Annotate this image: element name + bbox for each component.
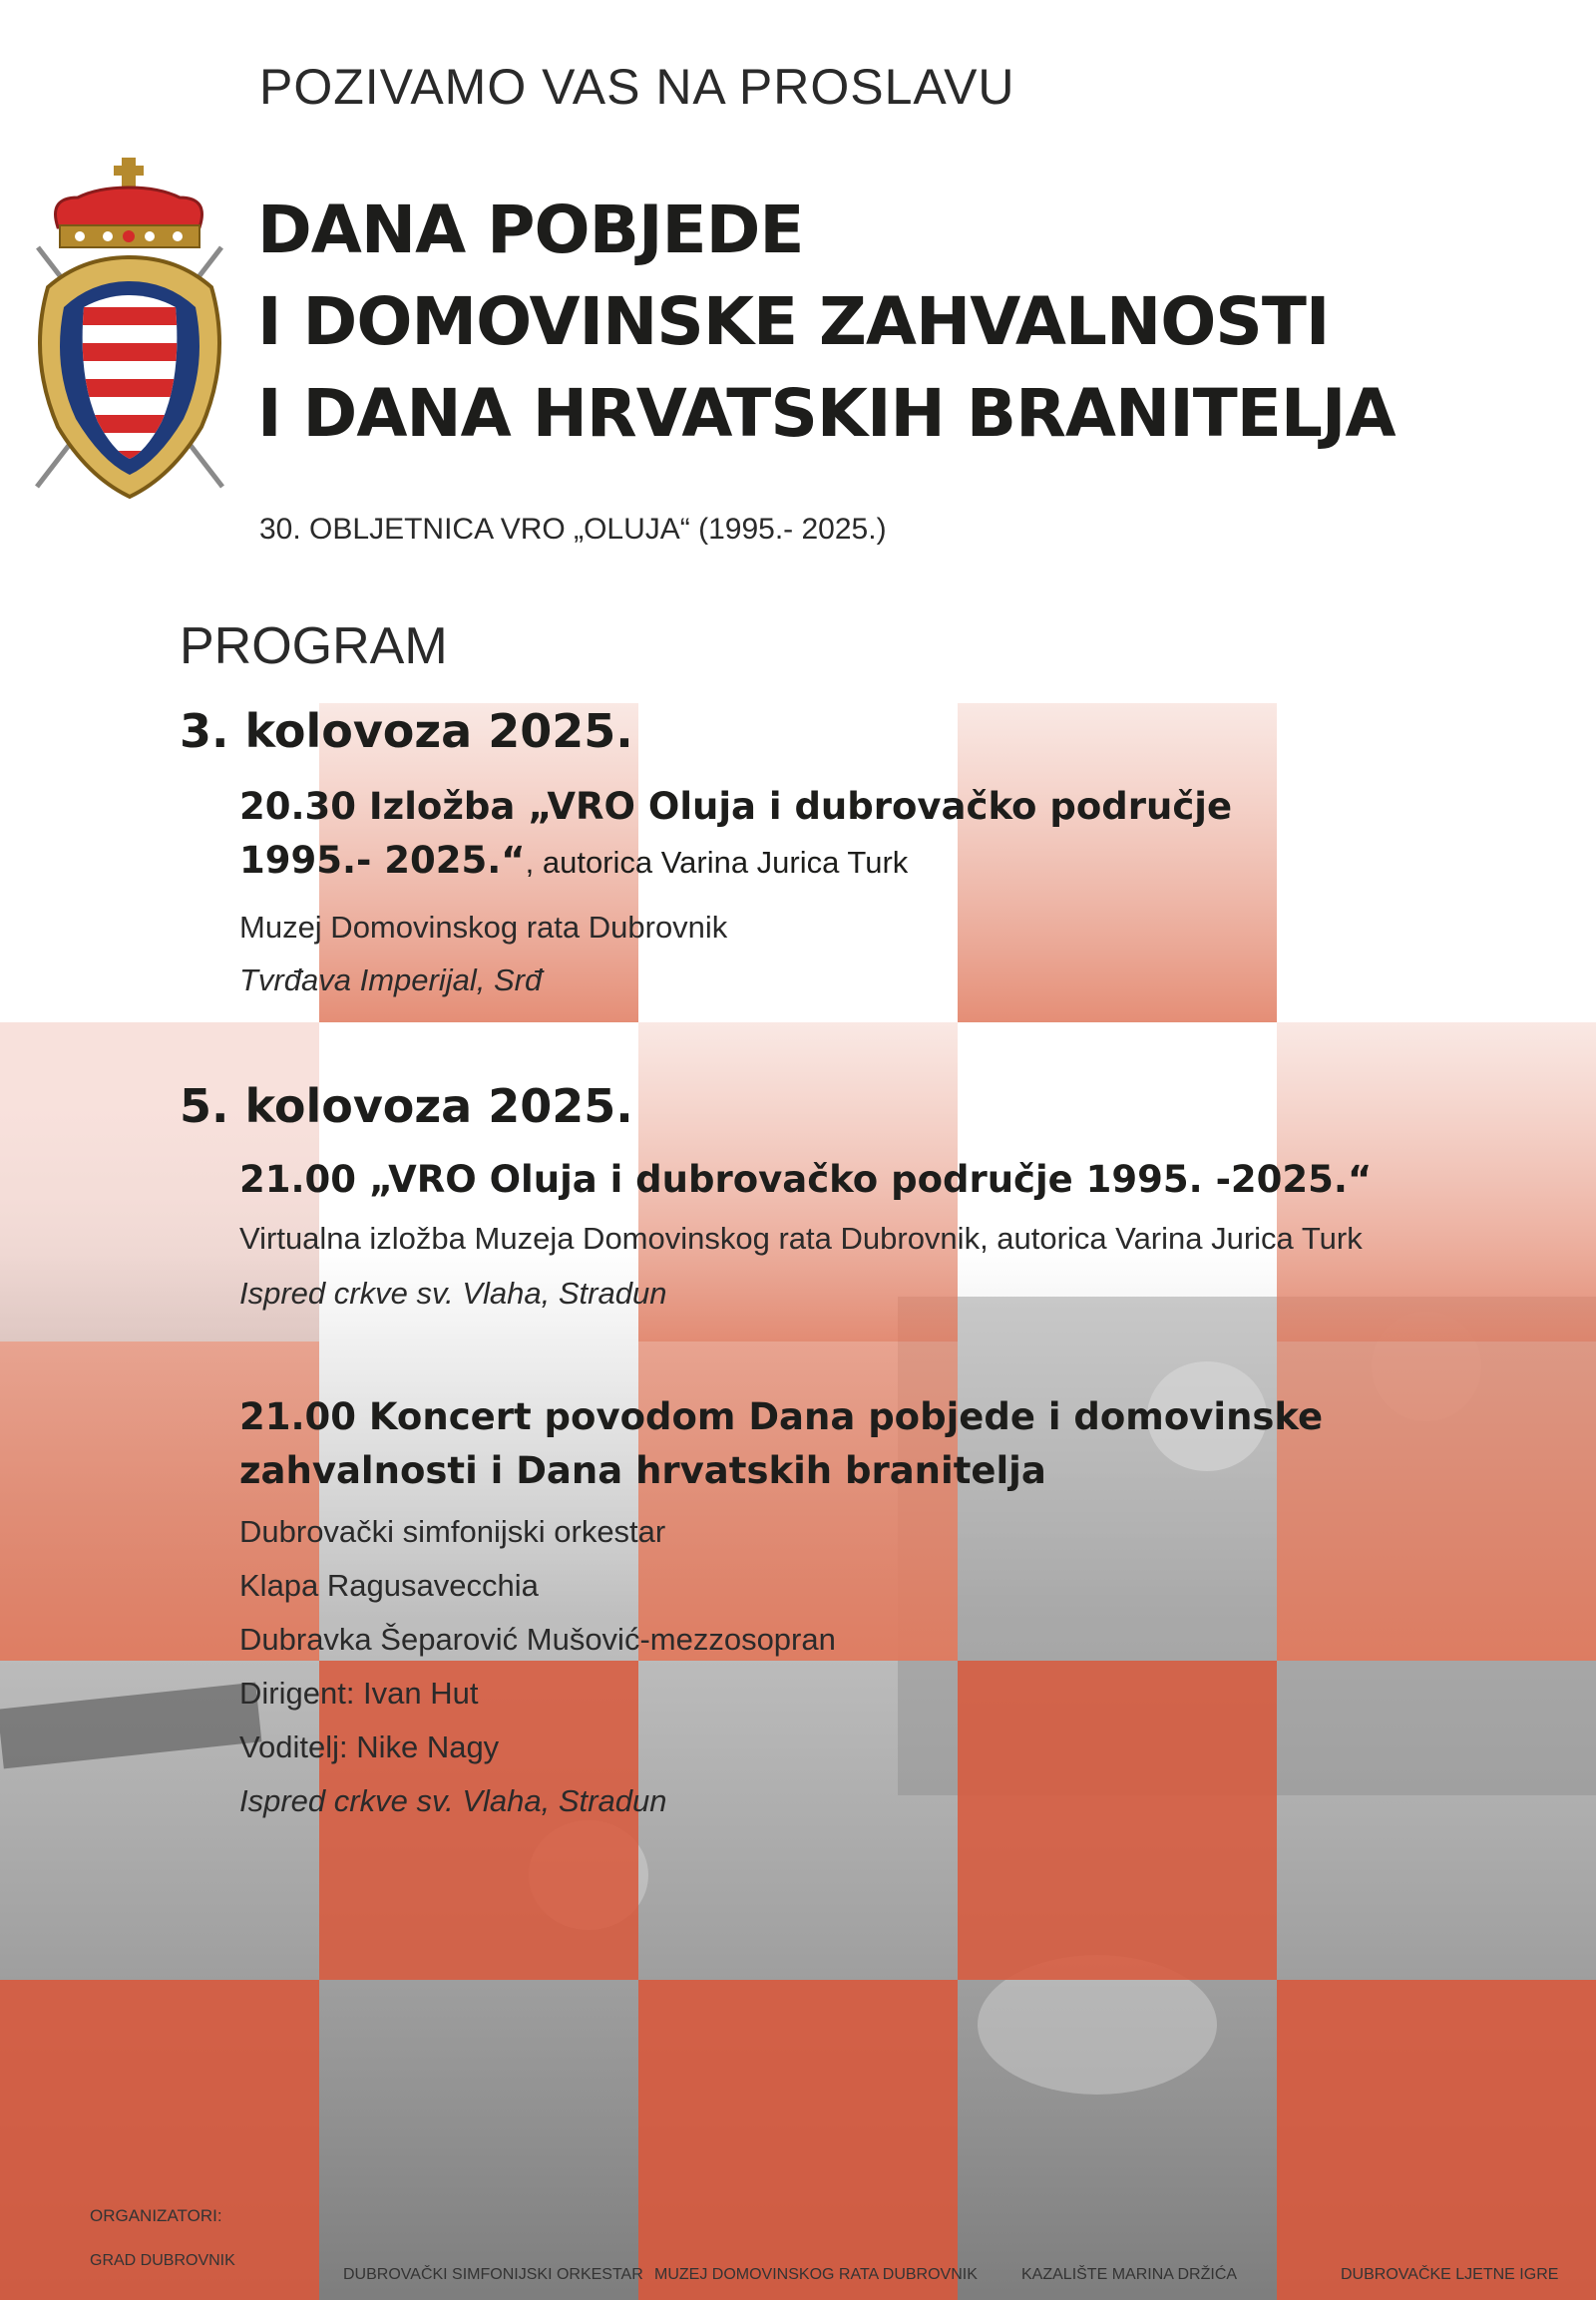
- event-author: , autorica Varina Jurica Turk: [525, 845, 909, 880]
- organizer-museum: MUZEJ DOMOVINSKOG RATA DUBROVNIK: [654, 2266, 978, 2283]
- event-title-line-2: zahvalnosti i Dana hrvatskih branitelja: [239, 1449, 1046, 1492]
- date-heading-day1: 3. kolovoza 2025.: [180, 704, 633, 758]
- performer-mezzosoprano: Dubravka Šeparović Mušović-mezzosopran: [239, 1622, 836, 1657]
- event-title-virtual: 21.00 „VRO Oluja i dubrovačko područje 1995. -2025.“: [239, 1158, 1373, 1201]
- title-line-2: I DOMOVINSKE ZAHVALNOSTI: [257, 283, 1330, 360]
- event-title-line-2: [239, 834, 1232, 890]
- event-title-line-1: 20.30 Izložba „VRO Oluja i dubrovačko područje: [239, 785, 1233, 828]
- program-heading: PROGRAM: [180, 617, 448, 675]
- organizer-city: GRAD DUBROVNIK: [90, 2252, 235, 2269]
- event-location: Ispred crkve sv. Vlaha, Stradun: [239, 1783, 667, 1818]
- event-location: Ispred crkve sv. Vlaha, Stradun: [239, 1276, 667, 1311]
- organizer-festival: DUBROVAČKE LJETNE IGRE: [1341, 2266, 1559, 2283]
- organizer-theatre: KAZALIŠTE MARINA DRŽIĆA: [1021, 2266, 1238, 2283]
- event-description: Virtualna izložba Muzeja Domovinskog rata Dubrovnik, autorica Varina Jurica Turk: [239, 1221, 1363, 1256]
- event-title-years: 1995.- 2025.“: [239, 839, 526, 882]
- dubrovnik-coat-of-arms-icon: [18, 158, 241, 517]
- date-heading-day2: 5. kolovoza 2025.: [180, 1079, 633, 1133]
- event-title-exhibition: [239, 780, 1232, 890]
- title-line-3: I DANA HRVATSKIH BRANITELJA: [257, 375, 1396, 452]
- performer-klapa: Klapa Ragusavecchia: [239, 1568, 539, 1603]
- title-line-1: DANA POBJEDE: [257, 192, 804, 268]
- performer-host: Voditelj: Nike Nagy: [239, 1729, 500, 1764]
- main-title: [257, 185, 1396, 460]
- performer-conductor: Dirigent: Ivan Hut: [239, 1676, 479, 1711]
- event-title-concert: [239, 1390, 1323, 1498]
- event-organizer: Muzej Domovinskog rata Dubrovnik: [239, 910, 728, 945]
- invitation-line: POZIVAMO VAS NA PROSLAVU: [259, 59, 1015, 115]
- event-title-line-1: 21.00 Koncert povodom Dana pobjede i domovinske: [239, 1395, 1324, 1438]
- organizers-label: ORGANIZATORI:: [90, 2206, 222, 2225]
- organizer-orchestra: DUBROVAČKI SIMFONIJSKI ORKESTAR: [343, 2266, 643, 2283]
- anniversary-subtitle: 30. OBLJETNICA VRO „OLUJA“ (1995.- 2025.): [259, 513, 887, 546]
- performer-orchestra: Dubrovački simfonijski orkestar: [239, 1514, 666, 1549]
- event-location: Tvrđava Imperijal, Srđ: [239, 962, 543, 997]
